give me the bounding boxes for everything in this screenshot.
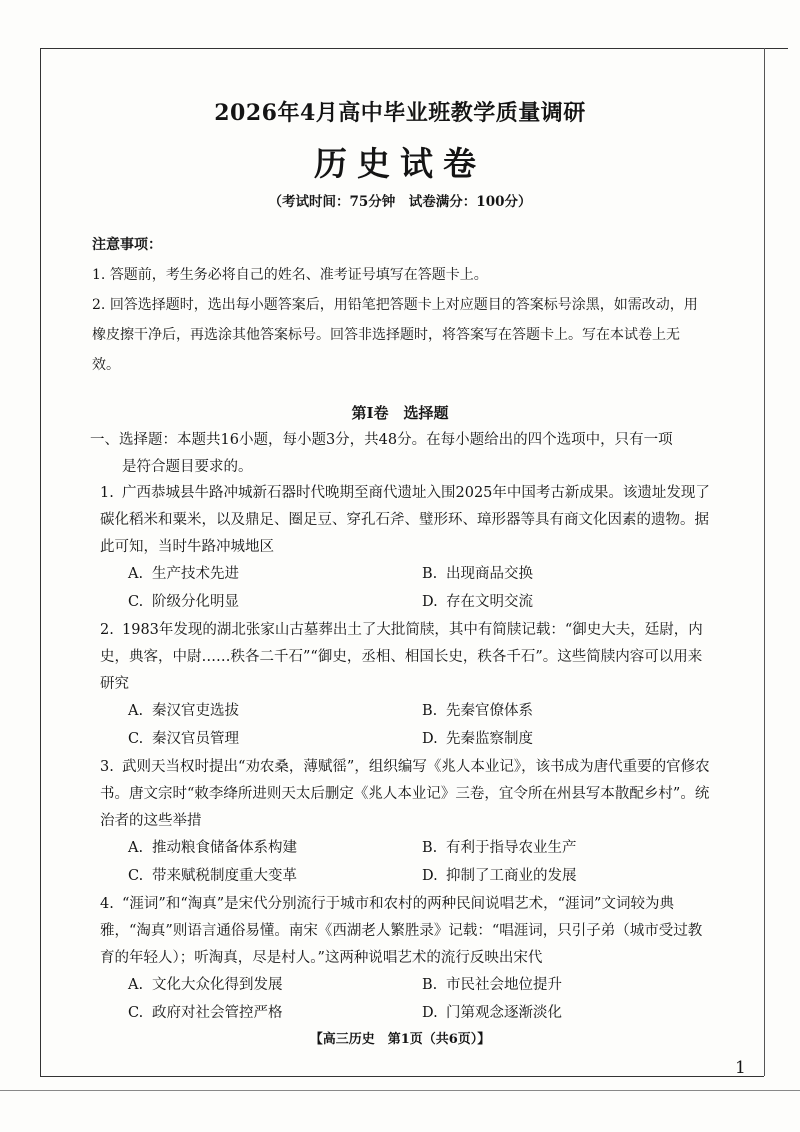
option-letter: D.	[422, 1005, 438, 1021]
subject-title: 历史试卷	[314, 144, 486, 183]
option-letter: C.	[128, 1005, 144, 1021]
option-d[interactable]	[416, 726, 710, 754]
question-number: 1.	[100, 485, 114, 501]
option-letter: B.	[422, 703, 438, 719]
notice-item	[92, 290, 702, 380]
option-letter: C.	[128, 594, 144, 610]
option-d[interactable]	[416, 589, 710, 617]
option-c[interactable]	[122, 863, 416, 891]
notice-title: 注意事项：	[92, 237, 162, 253]
option-d[interactable]	[416, 863, 710, 891]
option-letter: A.	[128, 566, 144, 582]
section-intro	[90, 427, 718, 481]
option-list	[100, 561, 710, 617]
option-a[interactable]	[122, 698, 416, 726]
question-stem: “涯词”和“淘真”是宋代分别流行于城市和农村的两种民间说唱艺术，“涯词”文词较为典雅，“淘真”则语言通俗易懂。南宋《西湖老人繁胜录》记载：“唱涯词，只引子弟（城市受过教育的年轻人）；听淘真，尽是村人。”这两种说唱艺术的流行反映出宋代	[100, 896, 703, 966]
option-c[interactable]	[122, 1000, 416, 1028]
option-b[interactable]	[416, 561, 710, 589]
option-letter: C.	[128, 731, 144, 747]
page-bottom-line	[0, 1090, 800, 1091]
option-letter: B.	[422, 840, 438, 856]
exam-info: （考试时间：75分钟 试卷满分：100分）	[268, 194, 532, 210]
option-c[interactable]	[122, 726, 416, 754]
question-stem: 武则天当权时提出“劝农桑，薄赋徭”，组织编写《兆人本业记》，该书成为唐代重要的官修农书。唐文宗时“敕李绛所进则天太后删定《兆人本业记》三卷，宜令所在州县写本散配乡村”。统治者的这些举措	[100, 759, 710, 829]
question-2	[100, 617, 710, 754]
question-3	[100, 754, 710, 891]
option-letter: A.	[128, 703, 144, 719]
scan-border-top	[40, 48, 788, 49]
section-title: 第Ⅰ卷 选择题	[351, 404, 449, 422]
option-text: 文化大众化得到发展	[152, 977, 283, 993]
question-list	[100, 480, 710, 1028]
option-list	[100, 972, 710, 1028]
option-letter: C.	[128, 868, 144, 884]
option-text: 秦汉官吏选拔	[152, 703, 239, 719]
option-d[interactable]	[416, 1000, 710, 1028]
notice-item-text: 回答选择题时，选出每小题答案后，用铅笔把答题卡上对应题目的答案标号涂黑，如需改动，用橡皮擦干净后，再选涂其他答案标号。回答非选择题时，将答案写在答题卡上。写在本试卷上无效。	[92, 297, 698, 373]
option-text: 有利于指导农业生产	[446, 840, 577, 856]
question-number: 3.	[100, 759, 114, 775]
option-b[interactable]	[416, 835, 710, 863]
option-b[interactable]	[416, 972, 710, 1000]
option-text: 秦汉官员管理	[152, 731, 239, 747]
option-list	[100, 698, 710, 754]
section-intro-line: 是符合题目要求的。	[122, 459, 253, 475]
option-text: 政府对社会管控严格	[152, 1005, 283, 1021]
option-a[interactable]	[122, 835, 416, 863]
question-number: 4.	[100, 896, 114, 912]
option-text: 生产技术先进	[152, 566, 239, 582]
page-footer: 【高三历史 第1页（共6页）】	[309, 1032, 491, 1047]
option-letter: D.	[422, 868, 438, 884]
notice-item	[92, 260, 702, 290]
option-text: 阶级分化明显	[152, 594, 239, 610]
option-letter: D.	[422, 594, 438, 610]
option-text: 推动粮食储备体系构建	[152, 840, 297, 856]
option-letter: B.	[422, 566, 438, 582]
question-stem: 1983年发现的湖北张家山古墓葬出土了大批简牍，其中有简牍记载：“御史大夫，廷尉，内史，典客，中尉……秩各二千石”“御史，丞相、相国长史，秩各千石”。这些简牍内容可以用来研究	[100, 622, 703, 692]
option-text: 出现商品交换	[446, 566, 533, 582]
option-letter: A.	[128, 977, 144, 993]
option-text: 抑制了工商业的发展	[446, 868, 577, 884]
option-letter: B.	[422, 977, 438, 993]
option-text: 先秦官僚体系	[446, 703, 533, 719]
notice-item-text: 答题前，考生务必将自己的姓名、准考证号填写在答题卡上。	[109, 267, 488, 283]
option-b[interactable]	[416, 698, 710, 726]
question-4	[100, 891, 710, 1028]
option-a[interactable]	[122, 561, 416, 589]
option-text: 市民社会地位提升	[446, 977, 562, 993]
notice-block	[92, 230, 702, 380]
exam-title: 2026年4月高中毕业班教学质量调研	[214, 100, 586, 126]
question-number: 2.	[100, 622, 114, 638]
option-list	[100, 835, 710, 891]
option-letter: D.	[422, 731, 438, 747]
option-letter: A.	[128, 840, 144, 856]
option-text: 先秦监察制度	[446, 731, 533, 747]
option-text: 门第观念逐渐淡化	[446, 1005, 562, 1021]
notice-item-number: 1.	[92, 267, 106, 283]
option-c[interactable]	[122, 589, 416, 617]
scan-border-bottom	[40, 1076, 764, 1077]
option-a[interactable]	[122, 972, 416, 1000]
page-number: 1	[735, 1058, 746, 1078]
notice-item-number: 2.	[92, 297, 106, 313]
question-stem: 广西恭城县牛路冲城新石器时代晚期至商代遗址入围2025年中国考古新成果。该遗址发现了碳化稻米和粟米，以及鼎足、圈足豆、穿孔石斧、璧形环、璋形器等具有商文化因素的遗物。据此可知，当时牛路冲城地区	[100, 485, 710, 555]
option-text: 存在文明交流	[446, 594, 533, 610]
question-1	[100, 480, 710, 617]
option-text: 带来赋税制度重大变革	[152, 868, 297, 884]
section-intro-line: 一、选择题：本题共16小题，每小题3分，共48分。在每小题给出的四个选项中，只有一项	[90, 432, 673, 448]
